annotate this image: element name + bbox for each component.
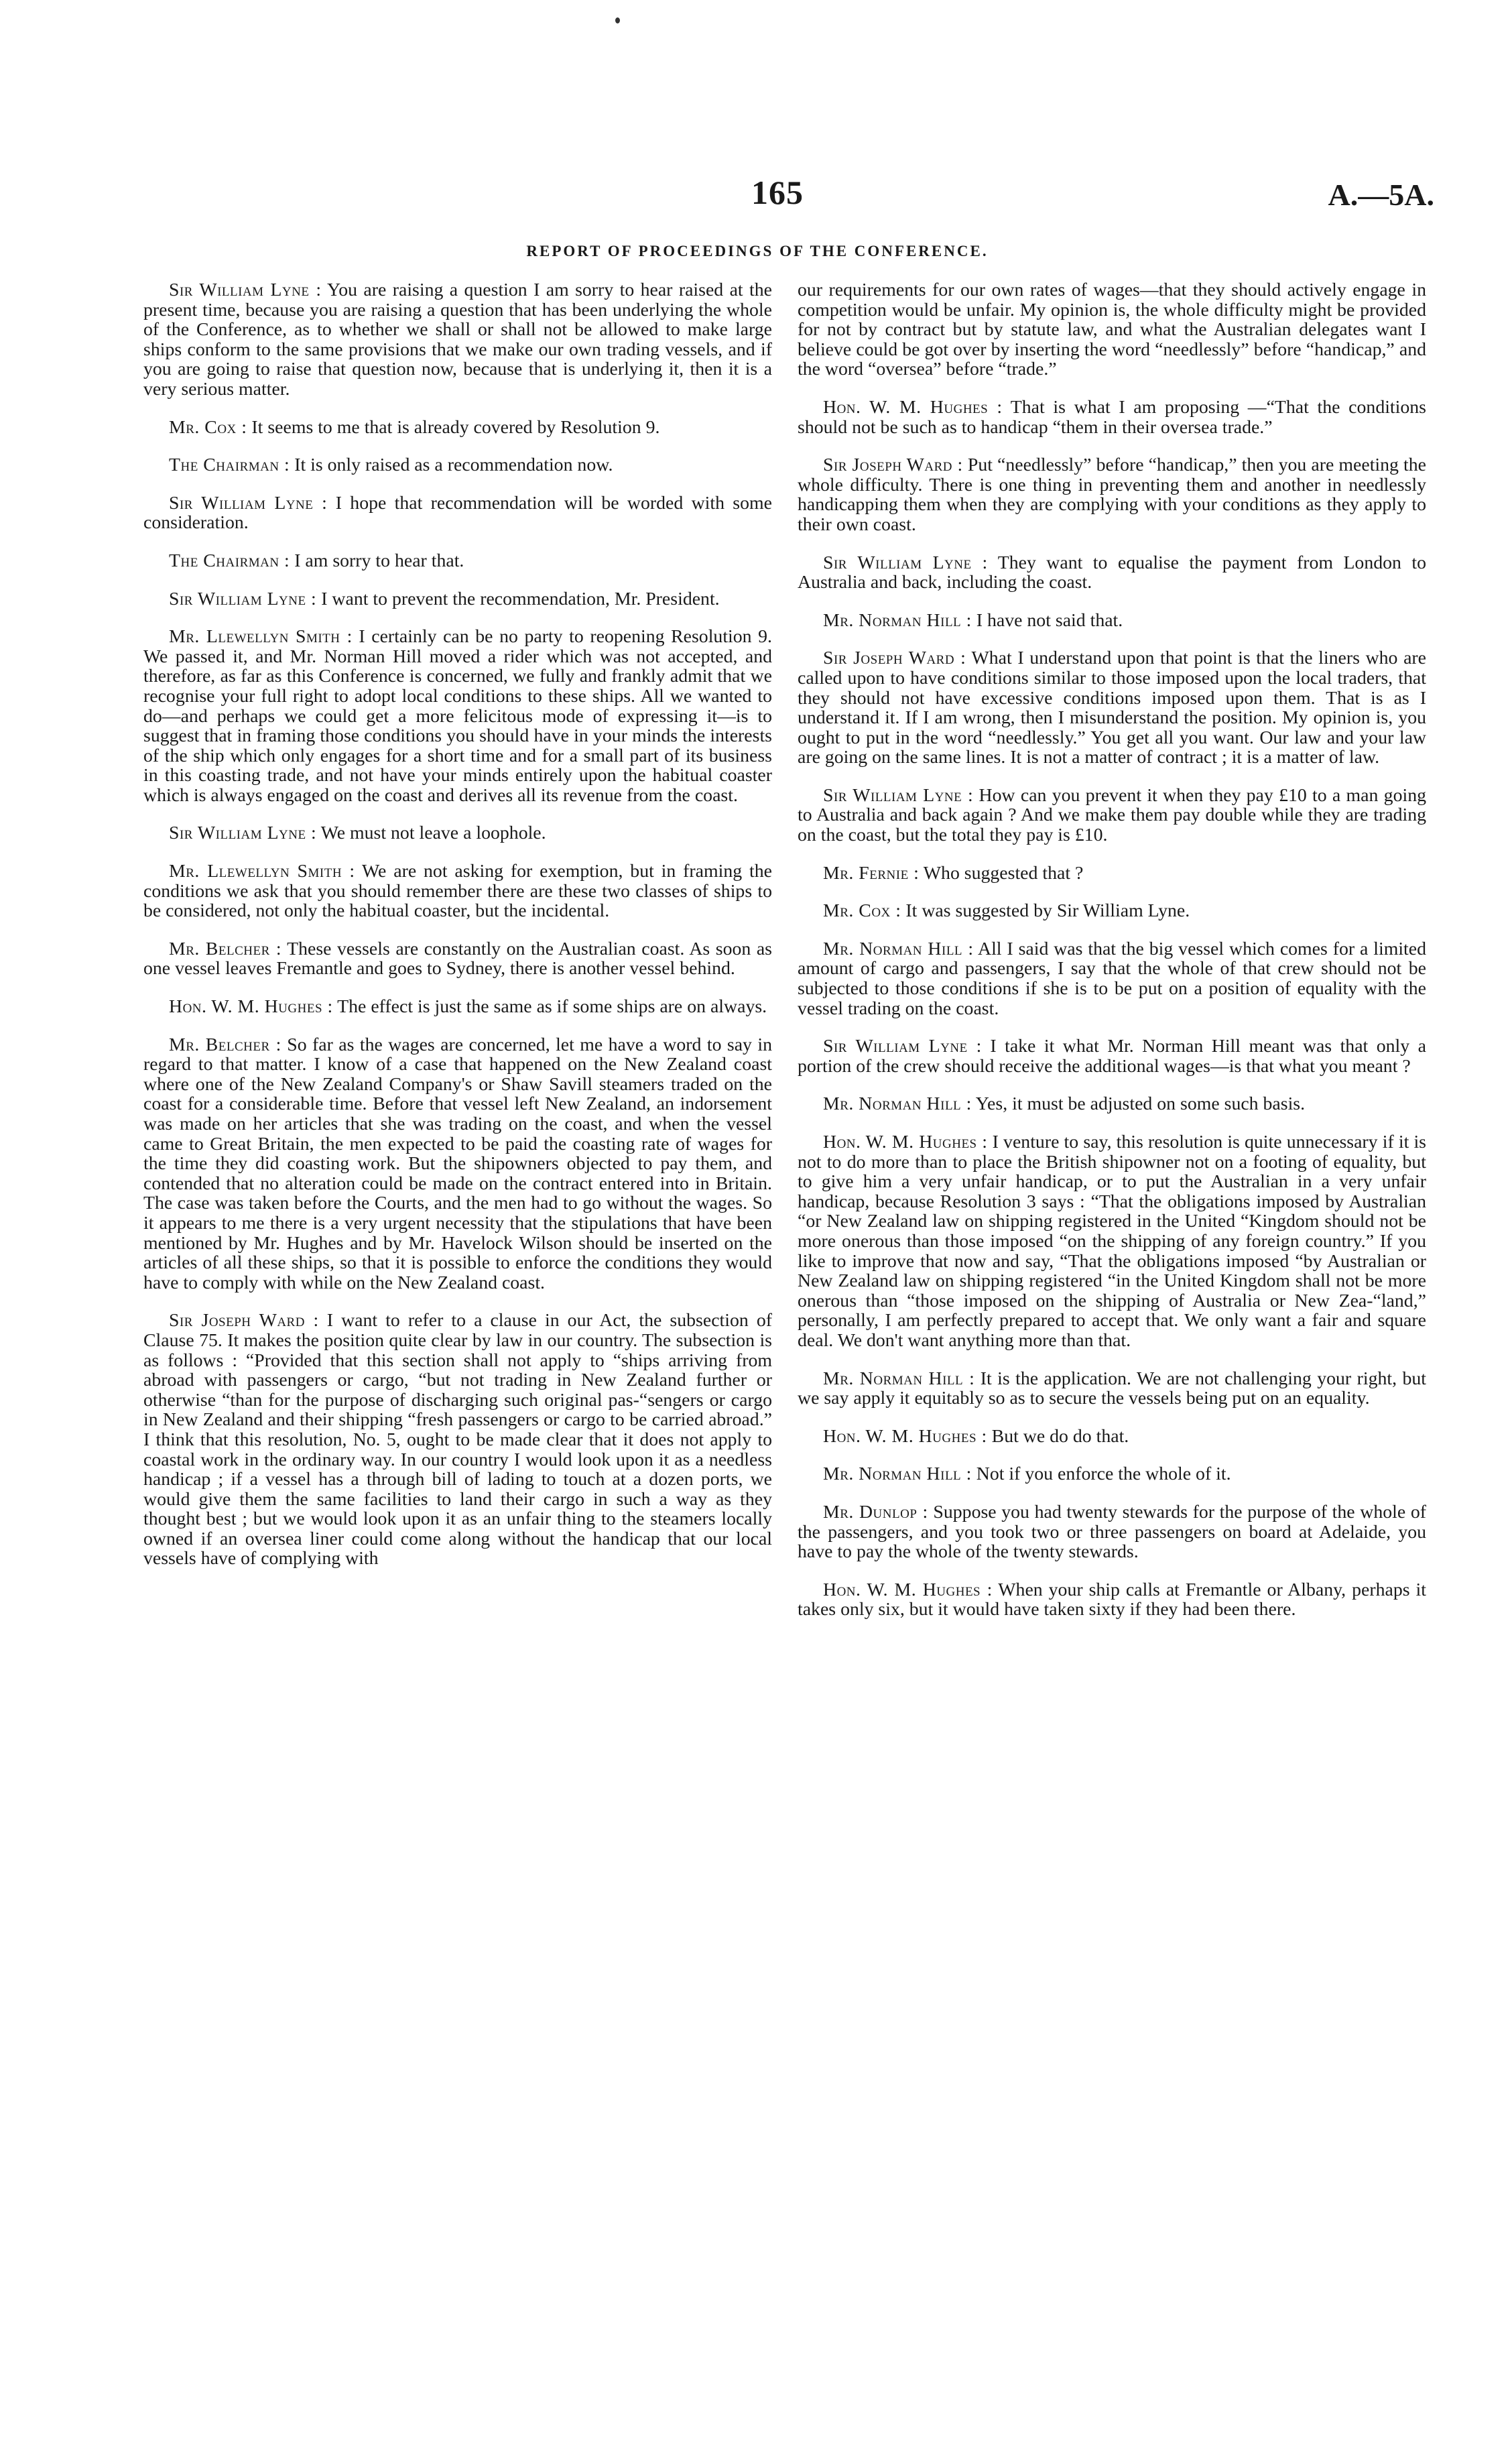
speech-text: I venture to say, this resolution is quite unnecessary if it is not to do more than to place the British shipowner not on a footing of equality, but to give him a very unfair handicap, or to put the Australian in a very unfair handicap, because Resolution 3 says : “That the obligations imposed by Australian “or New Zealand law on shipping registered in the United “Kingdom should not be more onerous than those imposed “on the shipping of any foreign country.” If you like to improve that now and say, “That the obligations imposed “by Australian or New Zealand law on shipping registered “in the United Kingdom shall not be more onerous than “those imposed on the shipping of Australia or New Zea-“land,” personally, I am perfectly prepared to accept that. We only want a fair and square deal. We don't want anything more than that. <box>798 1132 1426 1351</box>
speech-text: It was suggested by Sir William Lyne. <box>901 900 1190 922</box>
speech-text: These vessels are constantly on the Australian coast. As soon as one vessel leaves Fremantle and goes to Sydney, there is another vessel behind. <box>143 938 772 979</box>
speech-text: When your ship calls at Fremantle or Albany, perhaps it takes only six, but it would have taken sixty if they had been there. <box>798 1579 1426 1620</box>
speech-paragraph <box>798 1036 1426 1076</box>
speech-paragraph <box>798 863 1426 884</box>
speaker-name: Sir Joseph Ward : <box>823 455 963 476</box>
speech-paragraph <box>798 1580 1426 1620</box>
speech-text: Put “needlessly” before “handicap,” then you are meeting the whole difficulty. There is one thing in preventing them and another in needlessly handicapping them when they are complying with your conditions as they apply to their own coast. <box>798 455 1426 535</box>
running-title: REPORT OF PROCEEDINGS OF THE CONFERENCE. <box>526 243 989 259</box>
speech-text: That is what I am proposing —“That the conditions should not be such as to handicap “them in their oversea trade.” <box>798 396 1426 438</box>
right-column <box>798 280 1426 1638</box>
speech-paragraph <box>143 939 772 979</box>
speech-text: But we do do that. <box>987 1425 1129 1447</box>
speech-text: We are not asking for exemption, but in framing the conditions we ask that you should remember there are these two classes of ships to be considered, not only the habitual coaster, but the incidental. <box>143 861 772 922</box>
speech-text: Yes, it must be adjusted on some such basis. <box>971 1093 1306 1115</box>
speaker-name: Sir William Lyne : <box>823 784 974 806</box>
speech-text: They want to equalise the payment from London to Australia and back, including the coast. <box>798 552 1426 593</box>
speaker-name: Mr. Norman Hill : <box>823 938 974 959</box>
speaker-name: Mr. Cox : <box>169 416 247 438</box>
speaker-name: Mr. Norman Hill : <box>823 1464 972 1485</box>
speaker-name: Sir William Lyne : <box>169 492 328 514</box>
speech-paragraph <box>798 901 1426 921</box>
speaker-name: Sir Joseph Ward : <box>169 1310 319 1331</box>
speech-paragraph <box>143 823 772 843</box>
speaker-name: Mr. Fernie : <box>823 862 920 884</box>
speech-text: I am sorry to hear that. <box>290 550 464 571</box>
speech-text: I have not said that. <box>971 609 1123 631</box>
speech-text: It is the application. We are not challenging your right, but we say apply it equitably so as to secure the vessels being put on an equality. <box>798 1368 1426 1409</box>
speech-paragraph <box>798 648 1426 768</box>
speaker-name: Mr. Llewellyn Smith : <box>169 861 355 882</box>
speech-text: How can you prevent it when they pay £10 to a man going to Australia and back again ? And we make them pay double while they are trading on the coast, but the total they pay is £10. <box>798 784 1426 846</box>
speech-paragraph <box>143 493 772 533</box>
speech-paragraph <box>798 786 1426 845</box>
speech-paragraph <box>143 280 772 400</box>
speech-text: It seems to me that is already covered by Resolution 9. <box>247 416 660 438</box>
speaker-name: Mr. Belcher : <box>169 1034 281 1055</box>
speech-paragraph <box>143 627 772 805</box>
speech-paragraph <box>798 455 1426 534</box>
speaker-name: Sir William Lyne : <box>169 280 322 300</box>
speech-text: I want to refer to a clause in our Act, the subsection of Clause 75. It makes the position quite clear by law in our country. The subsection is as follows : “Provided that this section shall not apply to “ships arriving from abroad with passengers or cargo, “but not trading in New Zealand further or otherwise “than for the purpose of discharging such original pas-“sengers or cargo in New Zealand and their shipping “fresh passengers or cargo to be carried abroad.” I think that this resolution, No. 5, ought to be made clear that it does not apply to coastal work in the ordinary way. In our country I would look upon it as a needless handicap ; if a vessel has a through bill of lading to touch at a dozen ports, we would give them the same facilities to land their cargo in such a way as they thought best ; but we would look upon it as an unfair thing to the steamers locally owned if an oversea liner could come along without the handicap that our local vessels have of complying with <box>143 1310 772 1569</box>
speech-paragraph <box>798 1427 1426 1447</box>
speech-text: So far as the wages are concerned, let me have a word to say in regard to that matter. I know of a case that happened on the New Zealand coast where one of the New Zealand Company's or Shaw Savill steamers traded on the coast for a considerable time. Before that vessel left New Zealand, an indorsement was made on her articles that she was trading on the coast, and when the vessel came to Great Britain, the men expected to be paid the coasting rate of wages for the time they did coasting work. But the shipowners objected to pay them, and contended that no alteration could be made on the contract entered into in Britain. The case was taken before the Courts, and the men had to go without the wages. So it appears to me there is a very urgent necessity that the stipulations that have been mentioned by Mr. Hughes and by Mr. Havelock Wilson should be inserted on the articles of all these ships, so that it is possible to enforce the conditions they would have to comply with while on the New Zealand coast. <box>143 1034 772 1293</box>
speaker-name: Hon. W. M. Hughes : <box>823 1425 987 1447</box>
speech-paragraph <box>798 611 1426 631</box>
speech-text: Suppose you had twenty stewards for the purpose of the whole of the passengers, and you took two or three passengers on board at Adelaide, you have to pay the whole of the twenty stewards. <box>798 1501 1427 1563</box>
speech-paragraph <box>798 398 1426 437</box>
speech-paragraph <box>143 1035 772 1293</box>
speech-paragraph <box>798 1094 1426 1114</box>
speech-text: What I understand upon that point is that the liners who are called upon to have conditions similar to those imposed upon the local traders, that they should not have excessive conditions imposed upon them. That is as I understand it. If I am wrong, then I misunderstand the position. My opinion is, you ought to put in the word “needlessly.” You get all you want. Our law and your law are going on the same lines. It is not a matter of contract ; it is a matter of law. <box>798 648 1426 768</box>
speaker-name: Sir William Lyne : <box>169 823 317 844</box>
continued-paragraph: our requirements for our own rates of wages—that they should actively engage in competition would be unfair. My opinion is, the whole difficulty might be provided for not by contract but by statute law, and what the Australian delegates want I believe could be got over by inserting the word “needlessly” before “handicap,” and the word “oversea” before “trade.” <box>798 280 1426 380</box>
speaker-name: Sir Joseph Ward : <box>823 648 966 669</box>
speech-paragraph <box>798 1464 1426 1484</box>
document-code: A.—5A. <box>1328 178 1434 212</box>
speech-text: I hope that recommendation will be worded with some consideration. <box>143 492 772 534</box>
speech-text: It is only raised as a recommendation now. <box>290 455 613 476</box>
speech-text: Who suggested that ? <box>919 862 1084 884</box>
speech-paragraph <box>143 455 772 475</box>
speech-text: All I said was that the big vessel which comes for a limited amount of cargo and passengers, I say that the whole of that crew should not be subjected to those conditions if she is to be put on a position of equality with the vessel trading on the coast. <box>798 938 1427 1019</box>
speech-paragraph <box>143 589 772 609</box>
speaker-name: Mr. Norman Hill : <box>823 1093 972 1115</box>
speech-paragraph <box>798 553 1426 593</box>
page-number: 165 <box>751 174 804 211</box>
left-column <box>143 280 772 1587</box>
speaker-name: Hon. W. M. Hughes : <box>169 996 333 1018</box>
speaker-name: Mr. Norman Hill : <box>823 609 972 631</box>
speech-text: Not if you enforce the whole of it. <box>971 1464 1231 1485</box>
speaker-name: Sir William Lyne : <box>169 588 317 609</box>
speech-paragraph <box>143 997 772 1017</box>
speech-text: I want to prevent the recommendation, Mr. President. <box>316 588 720 609</box>
speech-text: I certainly can be no party to reopening Resolution 9. We passed it, and Mr. Norman Hill moved a rider which was not accepted, and therefore, as far as this Conference is concerned, we fully and frankly admit that we recognise your full right to adopt local conditions to these ships. All we wanted to do—and perhaps we could get a more felicitous mode of expressing it—is to suggest that in framing those conditions you should have in your minds the interests of the ship which only engages for a short time and for a small part of its business in this coasting trade, and not have your minds entirely upon the habitual coaster which is always engaged on the coast and derives all its revenue from the coast. <box>143 626 772 806</box>
speaker-name: Mr. Belcher : <box>169 938 282 959</box>
speech-text: You are raising a question I am sorry to hear raised at the present time, because you are raising a question that has been underlying the whole of the Conference, as to whether we shall or shall not be allowed to make large ships conform to the same provisions that we make our own trading vessels, and if you are going to raise that question now, because that is underlying it, then it is a very serious matter. <box>143 280 772 400</box>
speaker-name: Hon. W. M. Hughes : <box>823 396 1003 418</box>
speech-paragraph <box>798 1369 1426 1409</box>
speaker-name: Mr. Norman Hill : <box>823 1368 975 1389</box>
speech-paragraph <box>143 1311 772 1569</box>
speaker-name: Mr. Cox : <box>823 900 901 922</box>
speaker-name: The Chairman : <box>169 550 290 571</box>
speaker-name: Mr. Llewellyn Smith : <box>169 626 353 648</box>
speaker-name: Sir William Lyne : <box>823 1036 982 1057</box>
speech-text: I take it what Mr. Norman Hill meant was that only a portion of the crew should receive the additional wages—is that what you meant ? <box>798 1036 1426 1077</box>
speech-text: We must not leave a loophole. <box>316 823 546 844</box>
speech-paragraph <box>143 418 772 438</box>
speech-text: The effect is just the same as if some ships are on always. <box>332 996 767 1018</box>
speaker-name: Mr. Dunlop : <box>823 1501 928 1523</box>
speech-paragraph <box>798 1502 1426 1562</box>
speaker-name: The Chairman : <box>169 455 290 476</box>
speech-paragraph <box>798 1132 1426 1351</box>
speech-paragraph <box>143 861 772 921</box>
speech-paragraph <box>798 939 1426 1018</box>
speaker-name: Hon. W. M. Hughes : <box>823 1132 988 1152</box>
speech-paragraph <box>143 551 772 571</box>
speaker-name: Hon. W. M. Hughes : <box>823 1579 993 1600</box>
speaker-name: Sir William Lyne : <box>823 552 988 573</box>
print-mark <box>615 17 620 23</box>
